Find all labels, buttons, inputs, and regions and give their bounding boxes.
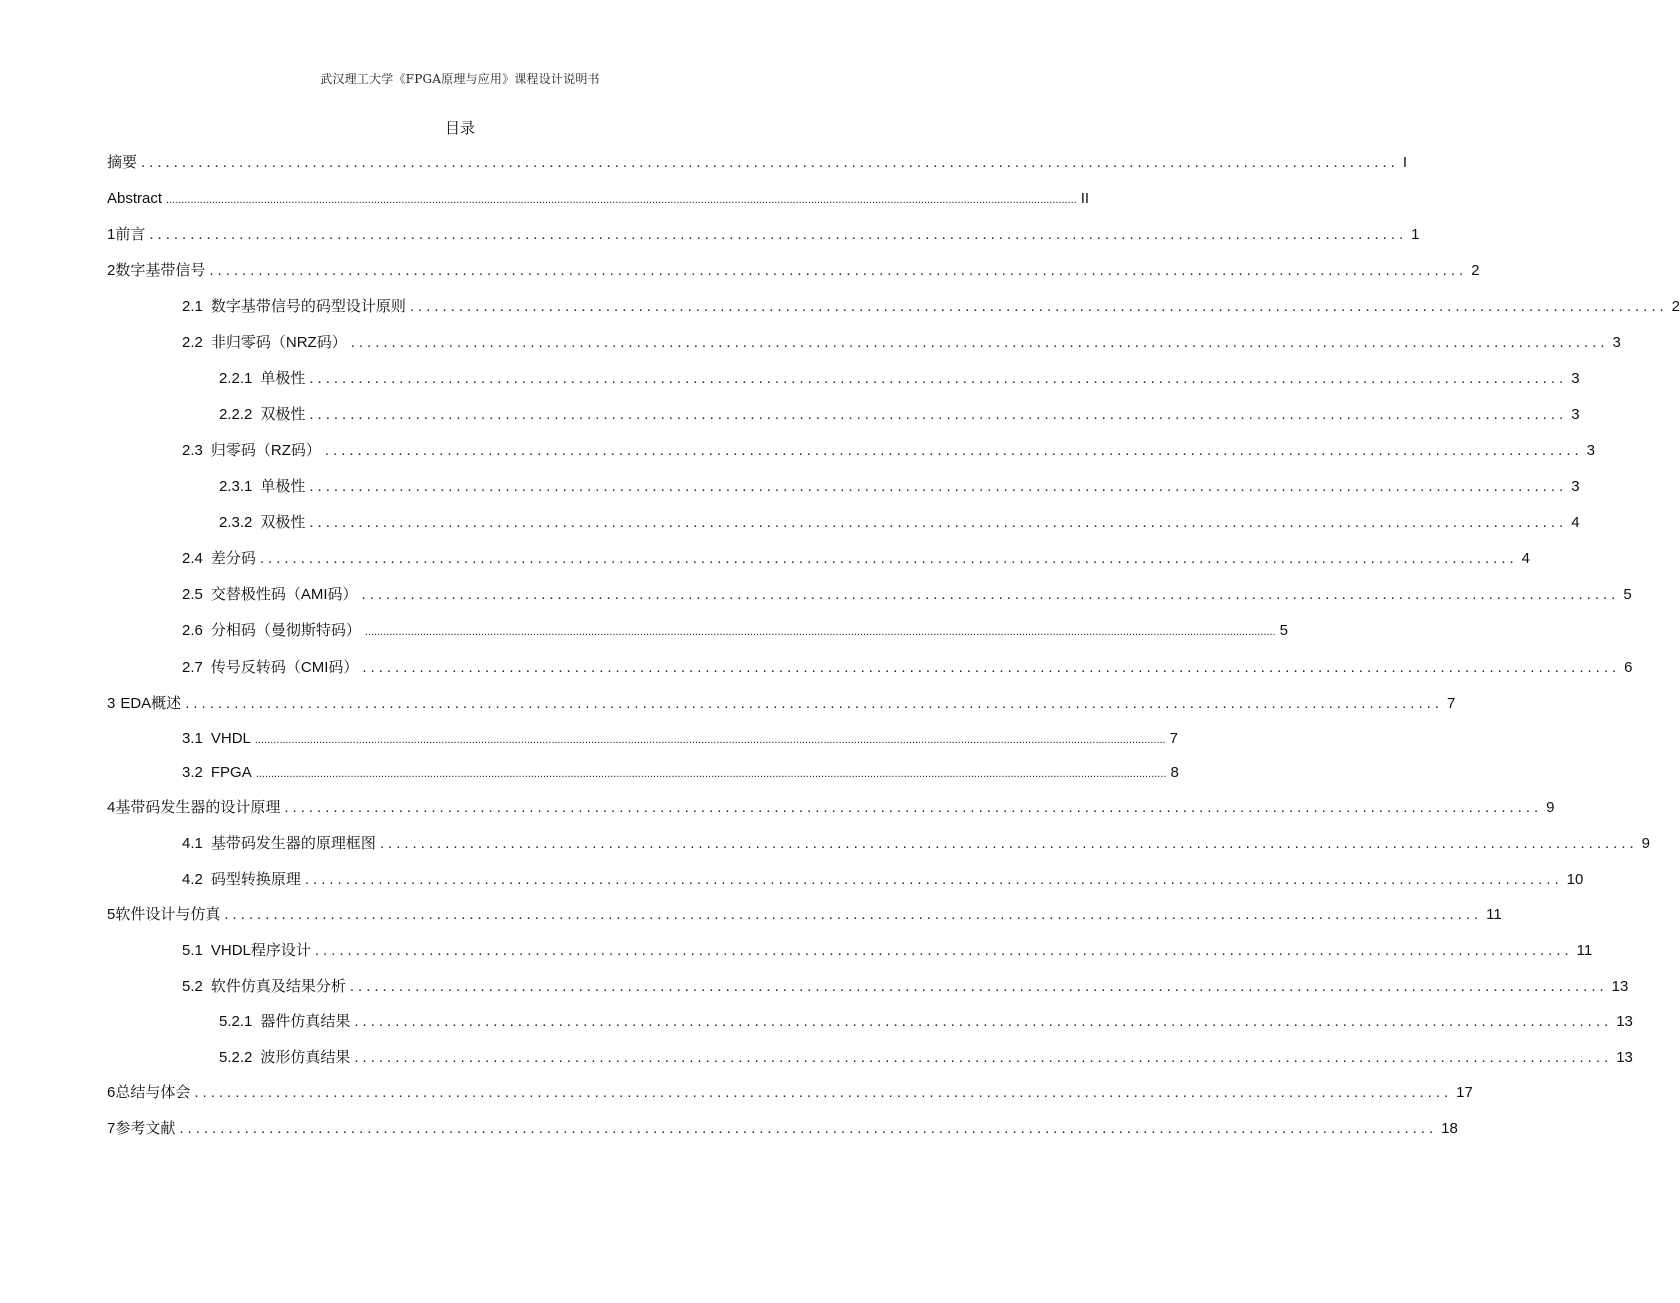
toc-label: VHDL xyxy=(210,730,251,747)
toc-number: 5.2.2 xyxy=(219,1049,253,1066)
running-header: 武汉理工大学《FPGA原理与应用》课程设计说明书 xyxy=(320,72,600,86)
toc-leader: .......................................................................................................................................................... xyxy=(185,695,1443,712)
toc-leader: .......................................................................................................................................................... xyxy=(309,406,1568,423)
toc-label: 非归零码（NRZ码） xyxy=(210,334,347,351)
toc-leader: .......................................................................................................................................................... xyxy=(309,478,1568,495)
toc-page-number: 9 xyxy=(1546,799,1555,816)
toc-label: FPGA xyxy=(210,764,252,781)
toc-page-number: 17 xyxy=(1456,1084,1473,1101)
toc-number: 3.2 xyxy=(182,764,203,781)
toc-entry-section-5-2-2[interactable] xyxy=(219,1045,1633,1071)
toc-entry-chapter-3[interactable] xyxy=(107,691,1456,717)
toc-number: 5.1 xyxy=(182,942,203,959)
toc-number: 4.2 xyxy=(182,871,203,888)
toc-entry-section-4-2[interactable] xyxy=(182,867,1584,893)
toc-page-number: 8 xyxy=(1170,764,1179,781)
toc-label: 归零码（RZ码） xyxy=(210,442,321,459)
toc-label: 数字基带信号的码型设计原则 xyxy=(210,298,406,315)
toc-page-number: 2 xyxy=(1671,298,1680,315)
toc-page-number: 3 xyxy=(1612,334,1621,351)
toc-label: 参考文献 xyxy=(115,1120,176,1137)
toc-label: 数字基带信号 xyxy=(115,262,206,279)
toc-page-number: 3 xyxy=(1571,370,1580,387)
toc-leader: .......................................................................................................................................................... xyxy=(141,154,1399,171)
toc-leader: .......................................................................................................................................................... xyxy=(379,835,1638,852)
toc-label: 双极性 xyxy=(260,514,306,531)
toc-entry-abstract-en[interactable] xyxy=(107,186,1090,212)
toc-label: VHDL程序设计 xyxy=(210,942,311,959)
toc-label: 传号反转码（CMI码） xyxy=(210,659,359,676)
toc-label: 摘要 xyxy=(107,154,138,171)
toc-label: 基带码发生器的原理框图 xyxy=(210,835,376,852)
toc-entry-section-5-2[interactable] xyxy=(182,974,1629,1000)
toc-leader: .......................................................................................................................................................... xyxy=(354,1013,1613,1030)
toc-leader: .......................................................................................................................................................................................................................................................................................................... xyxy=(166,194,1077,206)
toc-number: 2.3.1 xyxy=(219,478,253,495)
toc-leader: .......................................................................................................................................................... xyxy=(284,799,1543,816)
toc-page-number: 7 xyxy=(1446,695,1456,712)
toc-number: 2.3 xyxy=(182,442,203,459)
toc-entry-section-2-6[interactable] xyxy=(182,618,1288,644)
toc-page-number: 11 xyxy=(1486,906,1502,923)
toc-number: 6 xyxy=(107,1084,116,1101)
toc-entry-chapter-7[interactable] xyxy=(107,1116,1458,1142)
toc-page-number: 6 xyxy=(1624,659,1633,676)
toc-number: 5.2.1 xyxy=(219,1013,253,1030)
toc-number: 3.1 xyxy=(182,730,203,747)
toc-number: 4 xyxy=(107,799,116,816)
toc-leader: .......................................................................................................................................................... xyxy=(179,1120,1438,1137)
toc-entry-section-4-1[interactable] xyxy=(182,831,1651,857)
toc-leader: .......................................................................................................................................................... xyxy=(349,978,1608,995)
toc-page-number: II xyxy=(1080,190,1090,207)
toc-label: 波形仿真结果 xyxy=(260,1049,351,1066)
toc-leader: .......................................................................................................................................................... xyxy=(314,942,1573,959)
toc-number: 4.1 xyxy=(182,835,203,852)
toc-label: 分相码（曼彻斯特码） xyxy=(210,622,361,639)
toc-entry-chapter-2[interactable] xyxy=(107,258,1480,284)
toc-label: 单极性 xyxy=(260,478,306,495)
toc-entry-section-2-2-2[interactable] xyxy=(219,402,1580,428)
toc-leader: .......................................................................................................................................................... xyxy=(194,1084,1453,1101)
toc-number: 3 xyxy=(107,695,116,712)
toc-entry-section-5-1[interactable] xyxy=(182,938,1593,964)
toc-entry-section-2-7[interactable] xyxy=(182,655,1633,681)
toc-page-number: 11 xyxy=(1576,942,1593,959)
toc-number: 2.2.1 xyxy=(219,370,253,387)
toc-entry-section-2-2[interactable] xyxy=(182,330,1621,356)
toc-label: 软件设计与仿真 xyxy=(115,906,221,923)
toc-entry-section-3-2[interactable] xyxy=(182,760,1179,786)
toc-entry-abstract-cn[interactable] xyxy=(107,150,1407,176)
toc-leader: .......................................................................................................................................................................................................................................................................................................... xyxy=(255,768,1167,780)
toc-page-number: 4 xyxy=(1521,550,1531,567)
toc-number: 5.2 xyxy=(182,978,203,995)
toc-title: 目录 xyxy=(444,119,475,137)
toc-page-number: 13 xyxy=(1616,1013,1633,1030)
toc-page-number: 5 xyxy=(1279,622,1288,639)
toc-label: EDA概述 xyxy=(120,695,182,712)
toc-page-number: 1 xyxy=(1411,226,1420,243)
toc-entry-chapter-1[interactable] xyxy=(107,222,1420,248)
toc-number: 2.7 xyxy=(182,659,203,676)
toc-number: 2.4 xyxy=(182,550,203,567)
toc-label: 双极性 xyxy=(260,406,306,423)
toc-leader: .......................................................................................................................................................... xyxy=(362,659,1621,676)
toc-number: 1 xyxy=(107,226,116,243)
toc-label: Abstract xyxy=(107,190,163,207)
toc-entry-section-5-2-1[interactable] xyxy=(219,1009,1633,1035)
toc-leader: .......................................................................................................................................................... xyxy=(224,906,1483,923)
toc-entry-section-2-4[interactable] xyxy=(182,546,1531,572)
toc-leader: .......................................................................................................................................................... xyxy=(324,442,1583,459)
toc-leader: .......................................................................................................................................................... xyxy=(409,298,1668,315)
toc-number: 7 xyxy=(107,1120,116,1137)
toc-page-number: 7 xyxy=(1169,730,1178,747)
toc-number: 2.5 xyxy=(182,586,203,603)
toc-page-number: 18 xyxy=(1441,1120,1458,1137)
toc-label: 差分码 xyxy=(210,550,256,567)
toc-number: 2.2.2 xyxy=(219,406,253,423)
toc-entry-section-2-1[interactable] xyxy=(182,294,1680,320)
toc-label: 总结与体会 xyxy=(115,1084,191,1101)
toc-entry-section-2-3-2[interactable] xyxy=(219,510,1580,536)
toc-number: 2.2 xyxy=(182,334,203,351)
toc-leader: .......................................................................................................................................................... xyxy=(350,334,1609,351)
toc-leader: .......................................................................................................................................................................................................................................................................................................... xyxy=(254,734,1166,746)
toc-entry-section-3-1[interactable] xyxy=(182,726,1178,752)
toc-leader: .......................................................................................................................................................... xyxy=(259,550,1518,567)
toc-entry-chapter-4[interactable] xyxy=(107,795,1555,821)
toc-label: 器件仿真结果 xyxy=(260,1013,351,1030)
toc-number: 2.3.2 xyxy=(219,514,253,531)
toc-page-number: 10 xyxy=(1566,871,1584,888)
toc-leader: .......................................................................................................................................................... xyxy=(361,586,1620,603)
toc-page-number: I xyxy=(1402,154,1407,171)
toc-leader: .......................................................................................................................................................... xyxy=(309,514,1568,531)
toc-number: 5 xyxy=(107,906,116,923)
toc-page-number: 4 xyxy=(1571,514,1580,531)
toc-entry-chapter-6[interactable] xyxy=(107,1080,1473,1106)
toc-entry-section-2-2-1[interactable] xyxy=(219,366,1580,392)
toc-page-number: 13 xyxy=(1616,1049,1633,1066)
toc-entry-section-2-5[interactable] xyxy=(182,582,1632,608)
toc-leader: .......................................................................................................................................................... xyxy=(309,370,1568,387)
toc-number: 2.6 xyxy=(182,622,203,639)
toc-page-number: 9 xyxy=(1641,835,1651,852)
toc-entry-chapter-5[interactable] xyxy=(107,902,1502,928)
toc-label: 码型转换原理 xyxy=(210,871,301,888)
toc-leader: .......................................................................................................................................................... xyxy=(304,871,1563,888)
toc-leader: .......................................................................................................................................................... xyxy=(149,226,1408,243)
toc-page-number: 3 xyxy=(1571,478,1580,495)
toc-entry-section-2-3[interactable] xyxy=(182,438,1595,464)
toc-label: 单极性 xyxy=(260,370,306,387)
toc-label: 前言 xyxy=(115,226,146,243)
toc-leader: .......................................................................................................................................................................................................................................................................................................... xyxy=(364,626,1276,638)
toc-page-number: 3 xyxy=(1586,442,1595,459)
toc-number: 2 xyxy=(107,262,116,279)
toc-entry-section-2-3-1[interactable] xyxy=(219,474,1580,500)
toc-leader: .......................................................................................................................................................... xyxy=(354,1049,1613,1066)
toc-leader: .......................................................................................................................................................... xyxy=(209,262,1468,279)
toc-page-number: 3 xyxy=(1571,406,1580,423)
toc-label: 交替极性码（AMI码） xyxy=(210,586,358,603)
toc-page-number: 13 xyxy=(1611,978,1629,995)
toc-page-number: 5 xyxy=(1623,586,1632,603)
toc-page-number: 2 xyxy=(1471,262,1480,279)
toc-number: 2.1 xyxy=(182,298,203,315)
toc-label: 基带码发生器的设计原理 xyxy=(115,799,281,816)
toc-label: 软件仿真及结果分析 xyxy=(210,978,346,995)
